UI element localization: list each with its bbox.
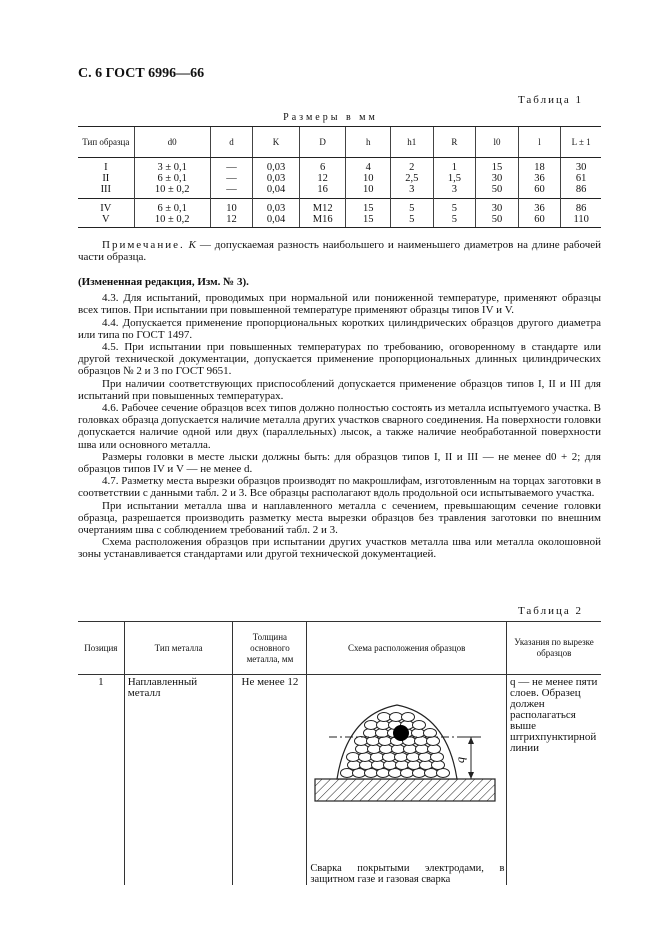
body-text [78, 276, 601, 561]
table1-cell: 2,5 [391, 173, 434, 184]
para-4-5b: При наличии соответствующих приспособлений допускается применение образцов типов I, II и III для испытаний при повышенных температурах. [78, 377, 601, 402]
t2-instructions: q — не менее пяти слоев. Образец должен располагаться выше штрихпунктирной линии [510, 676, 598, 754]
col-d0: d0 [134, 127, 210, 158]
table1-cell: 36 [518, 198, 561, 214]
note-symbol: K [188, 239, 196, 251]
note-label: Примечание. [102, 239, 185, 251]
table1-cell: 10 ± 0,2 [134, 184, 210, 198]
table1-cell: V [78, 214, 134, 228]
table1-cell: III [100, 184, 112, 196]
table1-cell: 50 [476, 184, 519, 198]
table1-cell: M12 [299, 198, 346, 214]
para-4-3: 4.3. Для испытаний, проводимых при нормальной или пониженной температуре, применяют образцы всех типов. При испытании при повышенной температуре применяют образцы типов IV и V. [78, 292, 601, 317]
q-label: q [453, 757, 468, 763]
table1-row [78, 173, 601, 184]
table1-cell: 2 [391, 158, 434, 174]
weld-bead [365, 721, 378, 730]
table1-cell: 30 [476, 173, 519, 184]
col-l: l [518, 127, 561, 158]
para-4-7c: Схема расположения образцов при испытании других участков металла шва или металла околошовной зоны устанавливается стандартами или другой технической документацией. [78, 536, 601, 561]
scheme-caption: Сварка покрытыми электродами, в защитном газе и газовая сварка [310, 863, 505, 885]
table1-cell: 0,04 [253, 214, 300, 228]
para-4-5: 4.5. При испытании при повышенных температурах по требованию, оговоренному в стандарте или другой технической документации, допускается применение пропорциональных длинных цилиндрических образцов № 2 и 3 по ГОСТ 9651. [78, 341, 601, 378]
table1-cell: 10 ± 0,2 [134, 214, 210, 228]
weld-bead [355, 737, 368, 746]
table2-row [78, 675, 601, 886]
t2-scheme-cell [307, 675, 507, 886]
weld-beads [341, 713, 450, 778]
para-4-7b: При испытании металла шва и наплавленного металла с сечением, превышающим сечение головки образца, разрешается производить разметку места вырезки образцов без травления заготовки по внешним очертаниям шва с соблюдением требований табл. 2 и 3. [78, 499, 601, 537]
table1-cell: 5 [391, 214, 434, 228]
col-d: d [210, 127, 253, 158]
table1-cell: 15 [346, 214, 391, 228]
table1-row [78, 198, 601, 214]
col-h1: h1 [391, 127, 434, 158]
table1-cell: 61 [561, 173, 601, 184]
table1-cell: 18 [518, 158, 561, 174]
t2-thickness: Не менее 12 [233, 675, 307, 886]
table1-cell: 6 [299, 158, 346, 174]
table1-cell: 86 [561, 198, 601, 214]
para-4-6b: Размеры головки в месте лыски должны быть: для образцов типов I, II и III — не менее d0 + 2; для образцов типов IV и V — не менее d. [78, 450, 601, 476]
col-l0: l0 [476, 127, 519, 158]
table2 [78, 621, 601, 885]
table1-row [78, 158, 601, 174]
table1-row [78, 214, 601, 228]
t2-col-instructions: Указания по вырезке образцов [507, 622, 601, 675]
table1-cell: 0,04 [253, 184, 300, 198]
table1-cell: 0,03 [253, 173, 300, 184]
table1-cell: 4 [346, 158, 391, 174]
base-metal-plate [315, 779, 495, 801]
table1 [78, 126, 601, 228]
table1-cell: 30 [561, 158, 601, 174]
weld-bead [347, 753, 360, 762]
table1-cell: 110 [561, 214, 601, 228]
table1-cell: 0,03 [253, 158, 300, 174]
t2-col-position: Позиция [78, 622, 124, 675]
t2-position: 1 [78, 675, 124, 886]
table1-cell: 0,03 [253, 198, 300, 214]
col-D: D [299, 127, 346, 158]
table1-note [78, 239, 601, 263]
para-4-6: 4.6. Рабочее сечение образцов всех типов должно полностью состоять из металла испытуемого участка. В головках образца допускается наличие металла других участков сварного соединения. На поверхности головки допускается наличие одной или двух (параллельных) лысок, а также наличие необработанной поверхности шва или основного металла. [78, 402, 601, 451]
table1-units: Размеры в мм [283, 112, 378, 123]
table1-cell: 12 [210, 214, 253, 228]
table1-cell: 36 [518, 173, 561, 184]
table1-cell: — [210, 158, 253, 174]
table1-cell: II [102, 173, 110, 185]
table1-label: Таблица 1 [517, 94, 583, 106]
table1-cell: 1 [433, 158, 476, 174]
table1-cell: M16 [299, 214, 346, 228]
col-L: L ± 1 [561, 127, 601, 158]
para-4-4: 4.4. Допускается применение пропорциональных коротких цилиндрических образцов другого диаметра или типа по ГОСТ 1497. [78, 316, 601, 341]
table1-cell: — [210, 184, 253, 198]
table1-cell: 30 [476, 198, 519, 214]
table1-cell: 15 [346, 198, 391, 214]
para-4-7: 4.7. Разметку места вырезки образцов производят по макрошлифам, изготовленным на торцах заготовки в соответствии с данными табл. 2 и 3. Все образцы располагают вдоль продольной оси испытываемого участка. [78, 475, 601, 500]
table1-cell: 3 [391, 184, 434, 198]
t2-col-metal: Тип металла [124, 622, 233, 675]
table1-cell: 6 ± 0,1 [134, 198, 210, 214]
table1-cell: 10 [210, 198, 253, 214]
table1-cell: 6 ± 0,1 [134, 173, 210, 184]
table1-cell: 12 [299, 173, 346, 184]
amendment: (Измененная редакция, Изм. № 3). [78, 276, 249, 288]
weld-scheme-diagram [307, 675, 507, 845]
t2-metal: Наплавленный металл [124, 675, 233, 886]
weld-bead [424, 729, 437, 738]
weld-bead [390, 713, 403, 722]
table1-cell: 5 [433, 214, 476, 228]
table2-label: Таблица 2 [517, 605, 583, 617]
table1-cell: 86 [561, 184, 601, 198]
weld-bead [341, 769, 354, 778]
table1-cell: 3 [433, 184, 476, 198]
t2-col-scheme: Схема расположения образцов [307, 622, 507, 675]
table1-cell: 15 [476, 158, 519, 174]
table1-cell: 1,5 [433, 173, 476, 184]
t2-col-thickness: Толщина основного металла, мм [233, 622, 307, 675]
table1-cell: 3 ± 0,1 [134, 158, 210, 174]
table1-cell: I [104, 162, 108, 173]
col-type: Тип образца [78, 127, 134, 158]
table1-cell: 5 [391, 198, 434, 214]
col-k: K [253, 127, 300, 158]
table1-cell: 10 [346, 184, 391, 198]
table1-header-row [78, 127, 601, 158]
specimen-location [393, 725, 409, 741]
col-R: R [433, 127, 476, 158]
table1-body [78, 158, 601, 228]
table1-cell: 5 [433, 198, 476, 214]
table1-cell: 60 [518, 214, 561, 228]
table2-header-row [78, 622, 601, 675]
table1-cell: 10 [346, 173, 391, 184]
table1-cell: — [210, 173, 253, 184]
weld-bead [378, 713, 391, 722]
page-header: С. 6 ГОСТ 6996—66 [78, 66, 205, 81]
table1-cell: 60 [518, 184, 561, 198]
table1-cell: IV [78, 198, 134, 214]
table1-cell: 50 [476, 214, 519, 228]
weld-bead [402, 713, 415, 722]
weld-bead [413, 721, 426, 730]
table1-cell: 16 [299, 184, 346, 198]
col-h: h [346, 127, 391, 158]
table1-row [78, 184, 601, 198]
note-text: — допускаемая разность наибольшего и наименьшего диаметров на длине рабочей части образца. [78, 239, 601, 264]
